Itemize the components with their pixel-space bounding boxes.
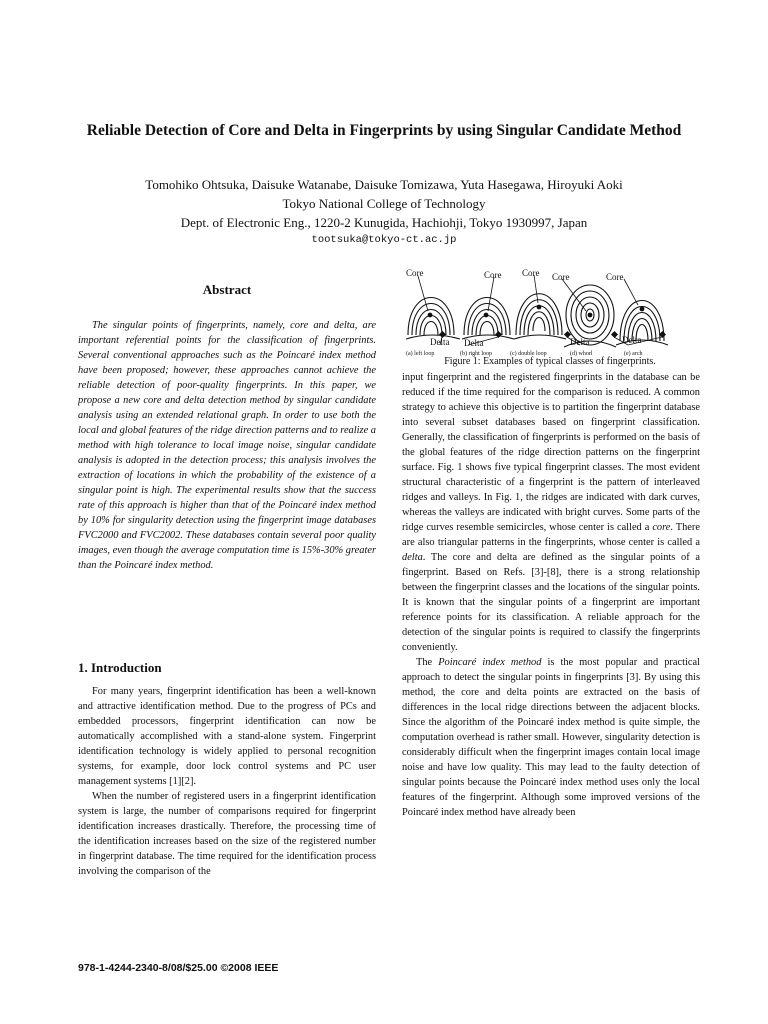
right-paragraph-2-text: is the most popular and practical approach to detect the singular points in fingerprints [3]. By using this method, the core and delta points are extracted on the basis of differences in the local ridge directions between the adjacent blocks. Since the algorithm of the Poincaré index method is quite simple, the computation overhead is rather small. However, singularity detection is considerably difficult when the fingerprint images contain local image noise and have low quality. This may lead to the faulty detection of singular points because the Poincaré index method uses only the local features of the fingerprint. Although some improved versions of the Poincaré index method have already been [402,657,700,818]
figure-caption: Figure 1: Examples of typical classes of fingerprints. [444,356,656,367]
introduction-paragraph-2: When the number of registered users in a fingerprint identification system is large, the number of comparisons required for fingerprint identification increases drastically. Therefore, the processing time of the identification increases based on the size of the registered number in fingerprint database. The time required for the identification process involving the comparison of the [78,791,376,877]
figure-fingerprint-classes [402,265,700,357]
term-core: core [652,522,671,533]
figure-label-core-e: Core [606,272,624,282]
address: Dept. of Electronic Eng., 1220-2 Kunugida, Hachiohji, Tokyo 1930997, Japan [180,215,588,230]
copyright-footer: 978-1-4244-2340-8/08/$25.00 ©2008 IEEE [78,962,279,974]
term-delta: delta [402,552,423,563]
introduction-continued [402,370,700,907]
figure-label-core-c: Core [522,268,540,278]
fingerprint-classes-illustration [402,265,700,357]
figure-label-delta-a: Delta [430,337,450,347]
term-poincare-index-method: Poincaré index method [438,657,542,668]
right-paragraph-1-text-c: . The core and delta are defined as the singular points of a fingerprint. Based on Refs. [3]-[8], there is a strong relationship between the fingerprint classes and the locations of the singular points. It is known that the singular points of a fingerprint are important reference points for its classification. A reliable approach for the detection of the singular points is required to classify the fingerprints conveniently. [402,552,700,653]
author-email[interactable]: tootsuka@tokyo-ct.ac.jp [311,234,457,246]
author-block [40,175,728,248]
right-paragraph-1-text-a: input fingerprint and the registered fingerprints in the database can be reduced if the time required for the comparison is reduced. A common strategy to achieve this objective is to partition the fingerprint database into several subset databases based on fingerprint classification. Generally, the classification of fingerprints is performed on the basis of the global features of the ridge direction patterns on the fingerprint surface. Fig. 1 shows five typical fingerprint classes. The most evident structural characteristic of a fingerprint is the pattern of interleaved ridges and valleys. In Fig. 1, the ridges are indicated with dark curves, whereas the valleys are indicated with bright curves. Some parts of the ridge curves resemble semicircles, whose center is called a [402,372,700,533]
paper-title: Reliable Detection of Core and Delta in Fingerprints by using Singular Candidate Method [86,122,682,139]
figure-label-core-b: Core [484,270,502,280]
figure-label-delta-e: Delta [622,335,642,345]
affiliation: Tokyo National College of Technology [282,196,486,211]
figure-label-core-a: Core [406,268,424,278]
right-paragraph-2-lead: The [416,657,439,668]
figure-sublabel-e: (e) arch [624,351,643,357]
abstract-text: The singular points of fingerprints, namely, core and delta, are important referential points for the classification of fingerprints. Several conventional approaches such as the Poincaré index method have been proposed; however, these approaches cannot achieve the reliable detection of poor-quality fingerprints. In this paper, we propose a new core and delta detection method by singular candidate analysis using an extended relational graph. In order to use both the local and global features of the ridge direction patterns and to realize a method with high tolerance to local image noise, singular candidate analysis is adopted in the detection process; this analysis involves the extraction of locations in which the probability of the existence of a singular point is high. The experimental results show that the success rate of this approach is higher than that of the Poincaré index method by 10% for singularity detection using the fingerprint image databases FVC2000 and FVC2002. These databases contain several poor quality images, even though the average computation time is 15%-30% greater than the Poincaré index method. [78,320,376,571]
right-paragraph-1 [402,370,700,655]
introduction-heading: 1. Introduction [78,660,162,675]
abstract-heading: Abstract [202,282,252,297]
right-paragraph-1-text-b: . There are also triangular patterns in the fingerprints, whose center is called a [402,522,700,548]
figure-label-delta-d: Delta [570,337,590,347]
introduction-body [78,684,376,906]
author-names: Tomohiko Ohtsuka, Daisuke Watanabe, Daisuke Tomizawa, Yuta Hasegawa, Hiroyuki Aoki [145,177,623,192]
figure-sublabel-b: (b) right loop [460,351,492,357]
figure-sublabel-a: (a) left loop [406,351,435,357]
figure-label-delta-b: Delta [464,338,484,348]
figure-label-core-d: Core [552,272,570,282]
figure-sublabel-d: (d) whorl [570,351,593,357]
introduction-paragraph-1: For many years, fingerprint identification has been a well-known and attractive identification method. Due to the progress of PCs and embedded processors, fingerprint identification can now be automatically accomplished with a stand-alone system. Fingerprint identification technology is widely applied to personal recognition systems, for example, door lock control systems and PC user management systems [1][2]. [78,686,376,787]
right-paragraph-2 [402,655,700,820]
figure-sublabel-c: (c) double loop [510,351,547,357]
